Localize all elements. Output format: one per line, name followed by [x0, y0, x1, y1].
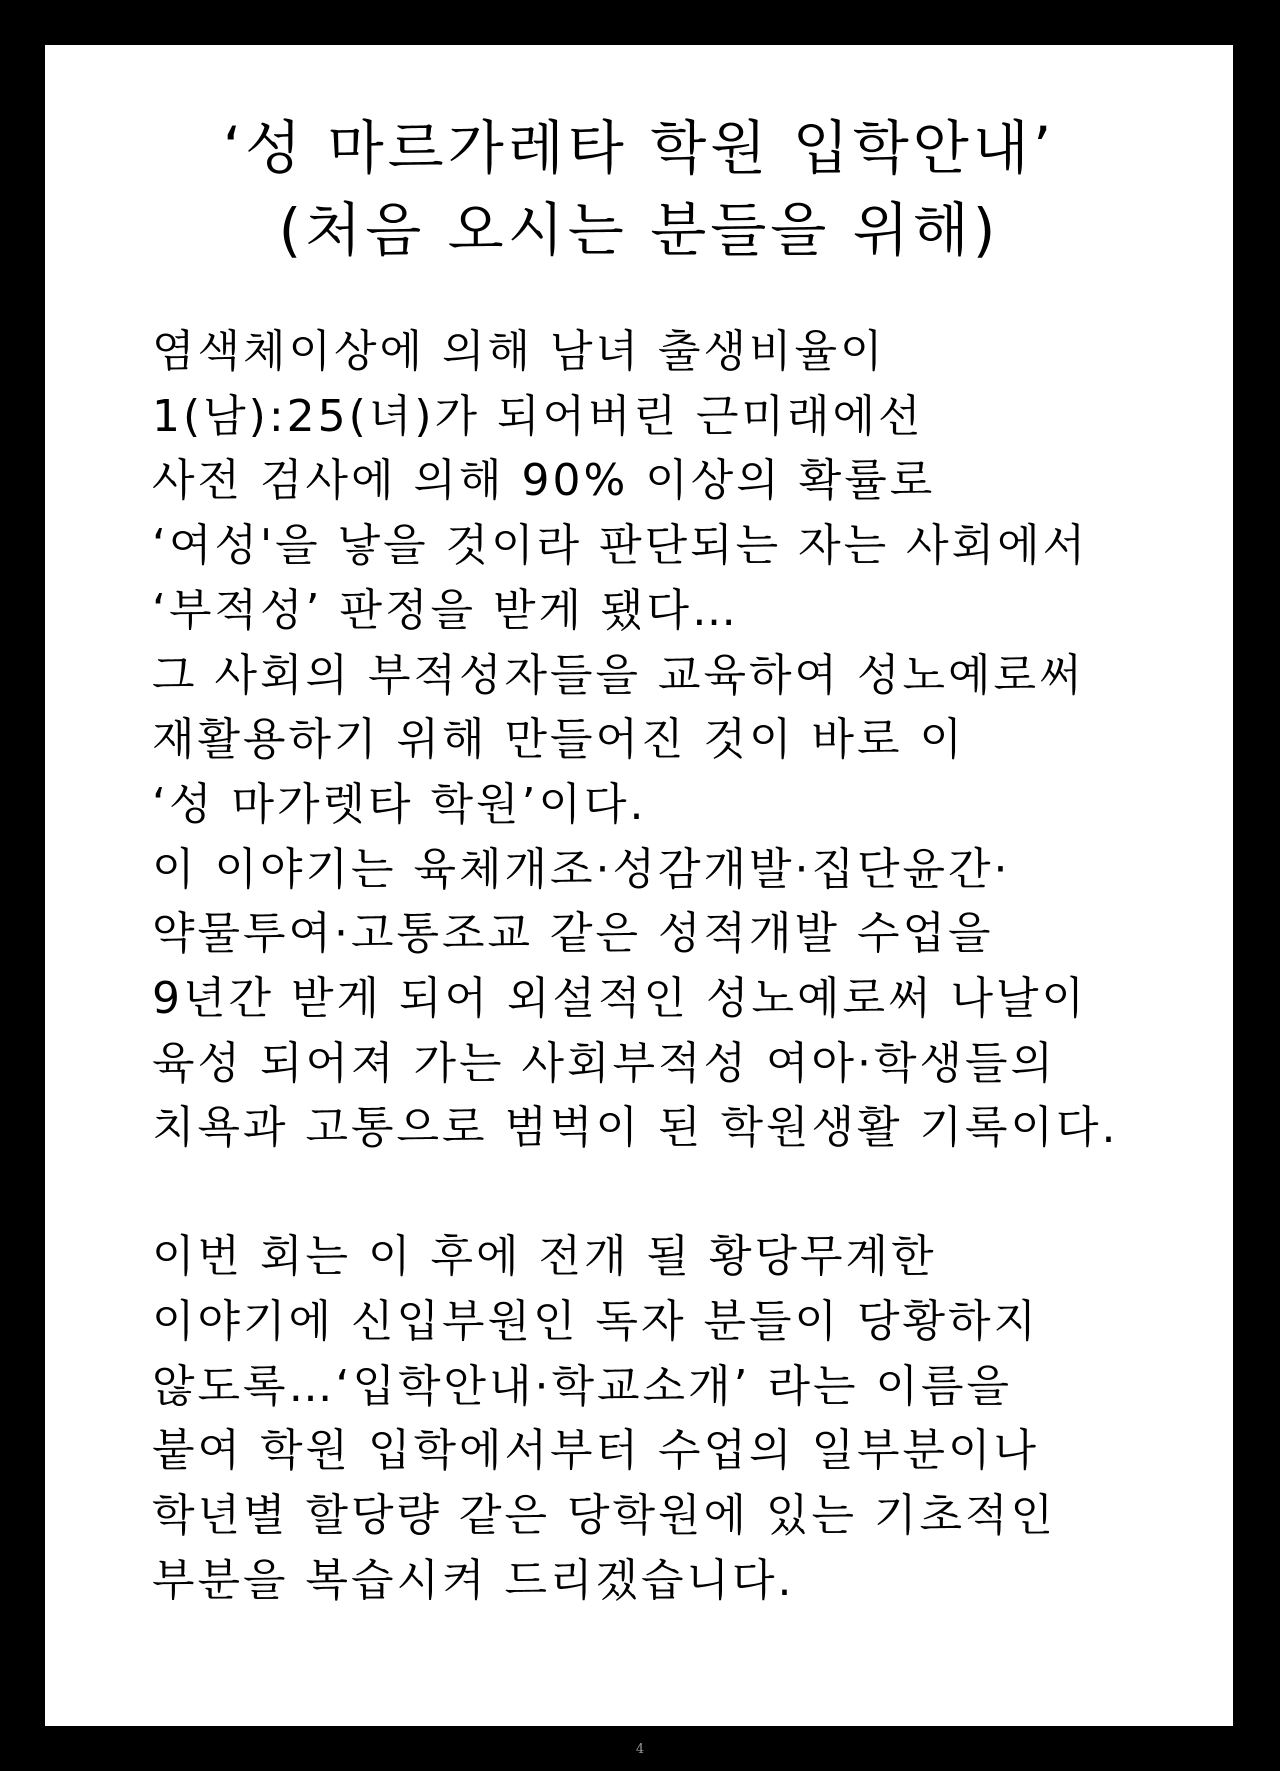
title-line-2: (처음 오시는 분들을 위해) — [278, 196, 1000, 264]
text-line: 약물투여·고통조교 같은 성적개발 수업을 — [152, 908, 994, 960]
text-line: ‘여성'을 낳을 것이라 판단되는 자는 사회에서 — [152, 520, 1089, 572]
text-line: 재활용하기 위해 만들어진 것이 바로 이 — [152, 714, 965, 766]
paragraph-1 — [152, 320, 1212, 1161]
text-line: ‘부적성’ 판정을 받게 됐다… — [152, 584, 739, 636]
text-line: 부분을 복습시켜 드리겠습니다. — [152, 1554, 795, 1606]
paragraph-2 — [152, 1225, 1212, 1613]
text-line: 그 사회의 부적성자들을 교육하여 성노예로써 — [152, 649, 1085, 701]
text-line: 1(남):25(녀)가 되어버린 근미래에선 — [152, 390, 924, 442]
text-line: 치욕과 고통으로 범벅이 된 학원생활 기록이다. — [152, 1102, 1119, 1154]
text-line: 학년별 할당량 같은 당학원에 있는 기초적인 — [152, 1489, 1057, 1541]
page-number: 4 — [635, 1742, 645, 1757]
text-line: 염색체이상에 의해 남녀 출생비율이 — [152, 326, 886, 377]
text-line: 않도록…‘입학안내·학교소개’ 라는 이름을 — [152, 1360, 1012, 1412]
text-line: 이야기에 신입부원인 독자 분들이 당황하지 — [152, 1295, 1040, 1347]
text-line: ‘성 마가렛타 학원’이다. — [152, 778, 647, 830]
document-page — [45, 45, 1233, 1726]
title-line-1: ‘성 마르가레타 학원 입학안내’ — [222, 114, 1056, 182]
text-line: 이번 회는 이 후에 전개 될 황당무계한 — [152, 1231, 937, 1283]
text-line: 이 이야기는 육체개조·성감개발·집단윤간· — [152, 843, 1011, 895]
text-line: 사전 검사에 의해 90% 이상의 확률로 — [152, 455, 936, 507]
body-text — [152, 320, 1212, 1613]
page-title — [45, 107, 1233, 271]
text-line: 육성 되어져 가는 사회부적성 여아·학생들의 — [152, 1037, 1057, 1089]
text-line: 붙여 학원 입학에서부터 수업의 일부분이나 — [152, 1425, 1040, 1477]
text-line: 9년간 받게 되어 외설적인 성노예로써 나날이 — [152, 973, 1087, 1025]
